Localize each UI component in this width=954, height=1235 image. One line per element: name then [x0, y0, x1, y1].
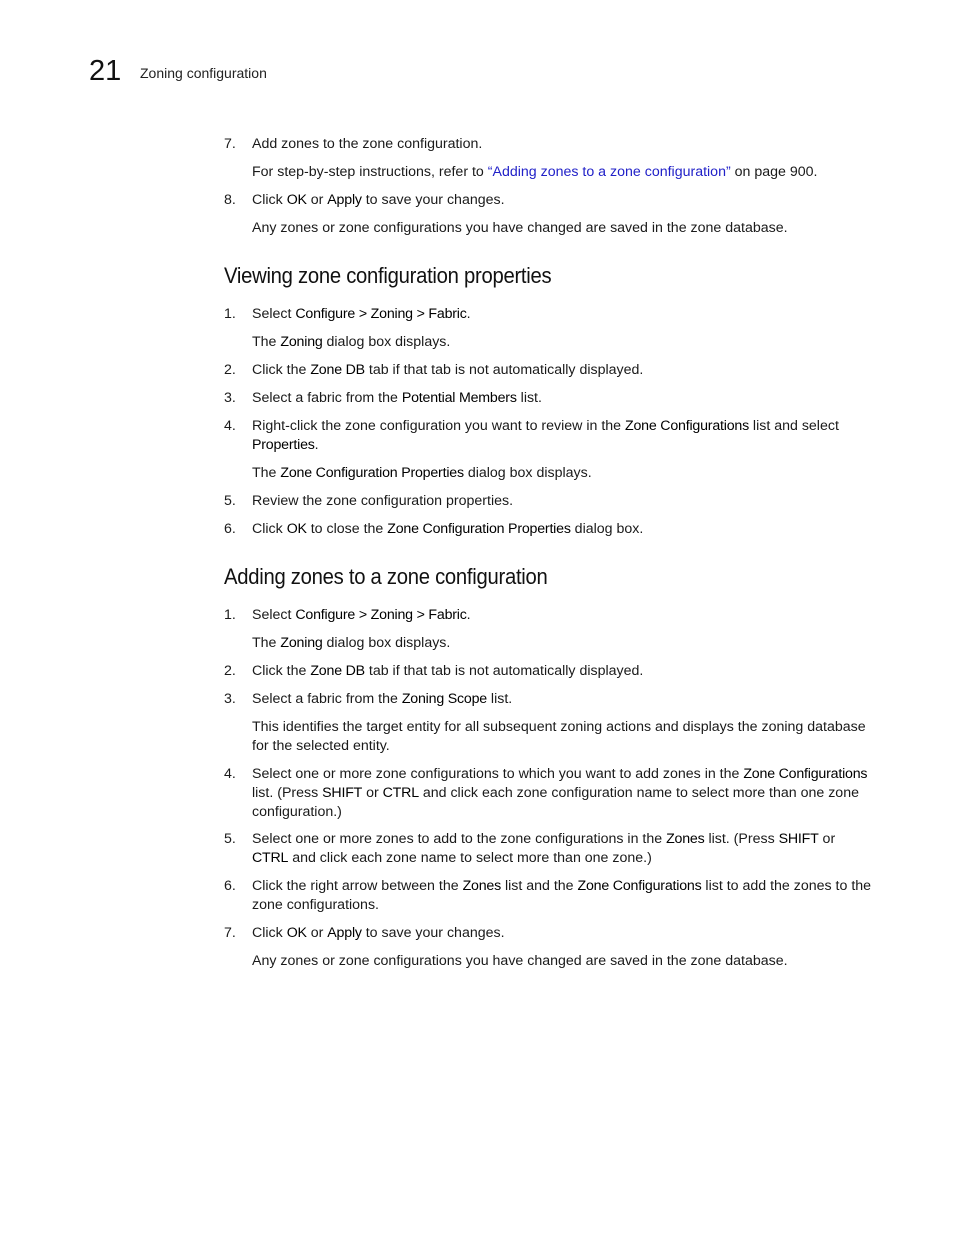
chapter-title: Zoning configuration: [140, 65, 267, 81]
step-note: Any zones or zone configurations you have changed are saved in the zone database.: [252, 953, 788, 969]
step-number: 2.: [224, 663, 236, 679]
menu-path: Configure > Zoning > Fabric: [295, 607, 467, 623]
step-number: 4.: [224, 418, 236, 434]
chapter-number: 21: [89, 55, 122, 87]
ui-term: OK: [286, 192, 307, 208]
step-text: Click OK or Apply to save your changes.: [252, 192, 505, 208]
section-heading: Viewing zone configuration properties: [224, 263, 552, 288]
step-number: 5.: [224, 493, 236, 509]
step-note: This identifies the target entity for all subsequent zoning actions and displays the zoning database for the selected entity.: [252, 719, 866, 754]
ui-term: Zones: [462, 878, 501, 894]
ui-term: Zone DB: [310, 663, 365, 679]
cross-reference-link[interactable]: “Adding zones to a zone configuration”: [487, 164, 731, 180]
step-note: Any zones or zone configurations you have changed are saved in the zone database.: [252, 220, 788, 236]
ui-term: Zoning: [280, 334, 323, 350]
section-heading: Adding zones to a zone configuration: [224, 564, 548, 589]
step-number: 2.: [224, 362, 236, 378]
step-text: Select Configure > Zoning > Fabric.: [252, 306, 471, 322]
step-text: Select one or more zones to add to the zone configurations in the Zones list. (Press SHIFT or CTRL and click each zone name to select more than one zone.): [252, 831, 836, 866]
ui-term: Zone Configurations: [625, 418, 749, 434]
step-number: 3.: [224, 691, 236, 707]
step-note: The Zone Configuration Properties dialog box displays.: [252, 465, 592, 481]
ui-term: Properties: [252, 437, 315, 453]
step-note: For step-by-step instructions, refer to “Adding zones to a zone configuration” on page 900.: [252, 164, 818, 180]
ui-term: Zones: [666, 831, 705, 847]
ui-term: Apply: [327, 192, 362, 208]
step-number: 7.: [224, 136, 236, 152]
ui-term: Zone Configurations: [743, 766, 868, 782]
ui-term: Potential Members: [401, 390, 517, 406]
ui-term: Zone Configuration Properties: [280, 465, 464, 481]
step-note: The Zoning dialog box displays.: [252, 334, 451, 350]
ui-term: Zoning: [280, 635, 323, 651]
menu-path: Configure > Zoning > Fabric: [295, 306, 467, 322]
step-number: 8.: [224, 192, 236, 208]
step-text: Add zones to the zone configuration.: [252, 136, 483, 152]
step-text: Review the zone configuration properties.: [252, 493, 514, 509]
step-number: 6.: [224, 521, 236, 537]
step-number: 3.: [224, 390, 236, 406]
ui-term: Zoning Scope: [401, 691, 487, 707]
step-number: 1.: [224, 607, 236, 623]
key-name: SHIFT: [322, 785, 363, 801]
step-number: 7.: [224, 925, 236, 941]
step-number: 4.: [224, 766, 236, 782]
key-name: SHIFT: [778, 831, 819, 847]
step-text: Select one or more zone configurations to which you want to add zones in the Zone Configurations list. (Press SHIFT or CTRL and click each zone configuration name to select more than one zone configuration.): [252, 766, 868, 820]
step-text: Right-click the zone configuration you want to review in the Zone Configurations list and select Properties.: [252, 418, 839, 453]
step-note: The Zoning dialog box displays.: [252, 635, 451, 651]
key-name: CTRL: [252, 850, 289, 866]
step-number: 6.: [224, 878, 236, 894]
ui-term: Apply: [327, 925, 362, 941]
step-text: Click the right arrow between the Zones list and the Zone Configurations list to add the zones to the zone configurations.: [252, 878, 872, 913]
step-number: 5.: [224, 831, 236, 847]
ui-term: Zone Configuration Properties: [387, 521, 571, 537]
step-text: Select Configure > Zoning > Fabric.: [252, 607, 471, 623]
key-name: CTRL: [382, 785, 419, 801]
ui-term: OK: [286, 521, 307, 537]
step-text: Select a fabric from the Potential Members list.: [252, 390, 542, 406]
step-text: Select a fabric from the Zoning Scope list.: [252, 691, 513, 707]
step-text: Click the Zone DB tab if that tab is not automatically displayed.: [252, 362, 644, 378]
step-number: 1.: [224, 306, 236, 322]
ui-term: Zone Configurations: [577, 878, 702, 894]
step-text: Click the Zone DB tab if that tab is not automatically displayed.: [252, 663, 644, 679]
step-text: Click OK or Apply to save your changes.: [252, 925, 505, 941]
ui-term: OK: [286, 925, 307, 941]
ui-term: Zone DB: [310, 362, 365, 378]
step-text: Click OK to close the Zone Configuration Properties dialog box.: [252, 521, 644, 537]
